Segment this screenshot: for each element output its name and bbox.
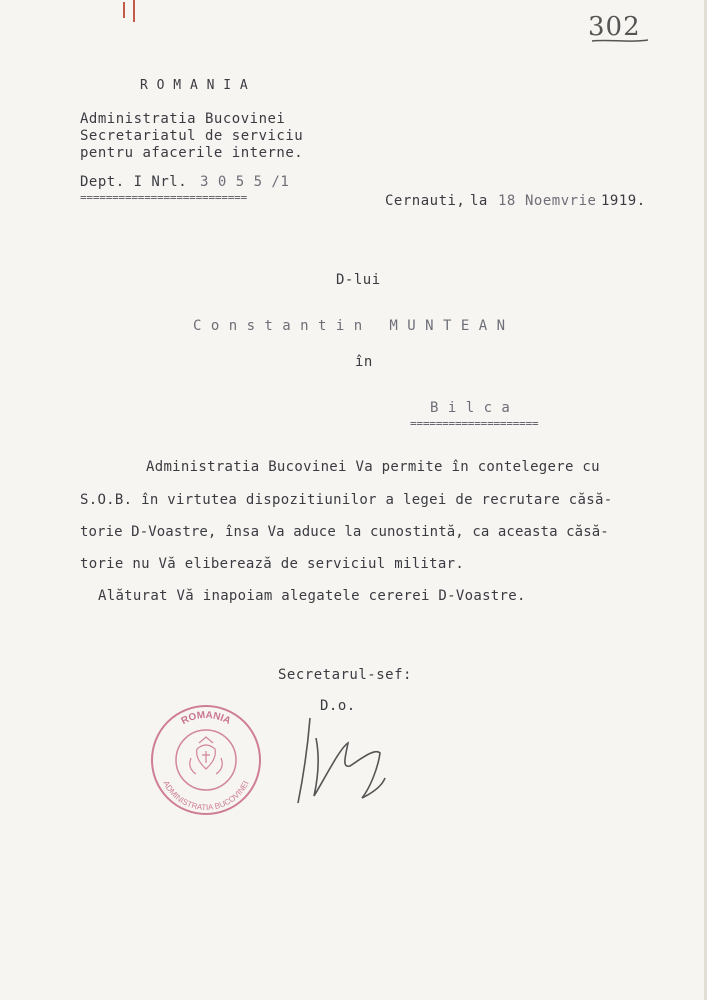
- page-number-underline: [590, 38, 650, 44]
- body-line-1: Administratia Bucovinei Va permite în contelegere cu: [146, 459, 600, 475]
- body-line-5: Alăturat Vă inapoiam alegatele cererei D-Voastre.: [98, 588, 526, 604]
- official-seal-stamp: [147, 703, 265, 818]
- header-line-3: pentru afacerile interne.: [80, 145, 304, 161]
- body-line-2: S.O.B. în virtutea dispozitiunilor a legei de recrutare căsă-: [80, 492, 613, 508]
- date-month: Noemvrie: [525, 193, 597, 209]
- ink-specks: [120, 0, 150, 30]
- handwritten-signature: [290, 708, 390, 808]
- recipient-rule: ====================: [410, 417, 539, 430]
- date-day: 18: [498, 193, 516, 209]
- page-number: 302: [588, 12, 641, 42]
- dept-label: Dept. I Nrl.: [80, 174, 188, 190]
- recipient-salutation: D-lui: [336, 272, 381, 288]
- header-country: R O M A N I A: [140, 78, 249, 93]
- svg-text:ROMANIA: [180, 710, 233, 727]
- stamp-bottom-text: ADMINISTRATIA BUCOVINEI: [161, 779, 251, 813]
- signature-initials: D.o.: [320, 698, 356, 714]
- date-year: 1919.: [601, 193, 646, 209]
- date-la: la: [470, 193, 488, 209]
- body-line-4: torie nu Vă eliberează de serviciul militar.: [80, 556, 465, 572]
- header-line-1: Administratia Bucovinei: [80, 111, 286, 127]
- date-city: Cernauti,: [385, 193, 466, 209]
- signature-title: Secretarul-sef:: [278, 667, 412, 683]
- header-line-2: Secretariatul de serviciu: [80, 128, 304, 144]
- recipient-place: B i l c a: [430, 400, 511, 416]
- body-line-3: torie D-Voastre, însa Va aduce la cunostintă, ca aceasta căsă-: [80, 524, 609, 540]
- dept-number: 3 0 5 5 /1: [200, 174, 290, 190]
- svg-text:ADMINISTRATIA BUCOVINEI: [161, 779, 250, 812]
- recipient-name: C o n s t a n t i n M U N T E A N: [193, 318, 506, 334]
- recipient-in: în: [355, 354, 373, 370]
- header-rule: ==========================: [80, 191, 247, 204]
- stamp-top-text: ROMANIA: [179, 709, 233, 728]
